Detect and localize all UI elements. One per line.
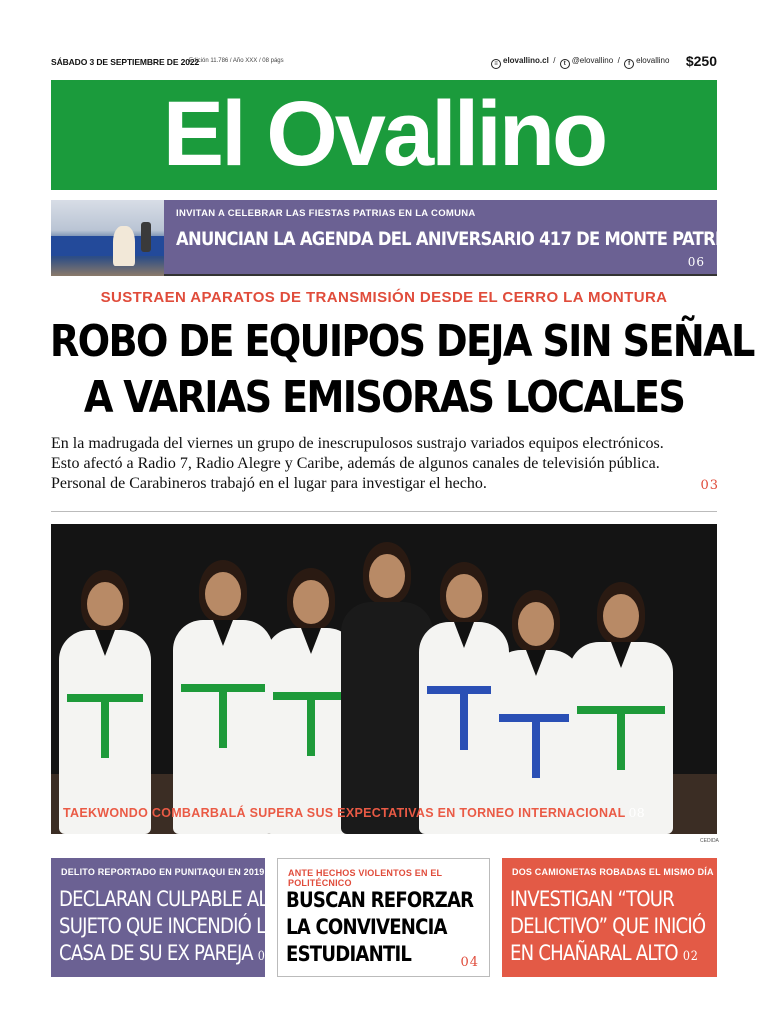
thumb-dancer bbox=[113, 226, 135, 266]
bottom-story-1-headline bbox=[59, 886, 277, 970]
top-bar bbox=[51, 55, 717, 71]
bottom-story-2-line3: ESTUDIANTIL bbox=[286, 942, 412, 966]
athlete-figure bbox=[59, 574, 151, 834]
bottom-story-3-headline bbox=[510, 886, 705, 970]
bottom-story-2-kicker: ANTE HECHOS VIOLENTOS EN EL POLITÉCNICO bbox=[288, 868, 443, 888]
main-headline-line2: A VARIAS EMISORAS LOCALES bbox=[83, 372, 685, 423]
bottom-story-2-line1: BUSCAN REFORZAR bbox=[286, 888, 474, 912]
bottom-story-2-headline bbox=[286, 887, 473, 968]
main-headline-line1: ROBO DE EQUIPOS DEJA SIN SEÑAL bbox=[49, 316, 754, 367]
bottom-story-3[interactable] bbox=[502, 858, 717, 977]
main-headline[interactable] bbox=[49, 314, 754, 426]
athlete-figure bbox=[569, 586, 673, 834]
main-page-number: 03 bbox=[700, 478, 719, 493]
teaser-headline[interactable]: ANUNCIAN LA AGENDA DEL ANIVERSARIO 417 DE MONTE PATRIA bbox=[176, 228, 733, 250]
newspaper-logo: El Ovallino bbox=[162, 83, 606, 185]
teaser-article[interactable] bbox=[51, 200, 733, 276]
bottom-story-1-line1: DECLARAN CULPABLE AL bbox=[59, 887, 268, 911]
thumb-figure bbox=[141, 222, 151, 252]
photo-credit: CEDIDA bbox=[700, 838, 719, 844]
social-links: ≡ elovallino.cl / t @elovallino / f elovallino bbox=[489, 56, 669, 69]
bottom-story-2[interactable] bbox=[277, 858, 490, 977]
facebook-icon: f bbox=[624, 59, 634, 69]
lead-line3: Personal de Carabineros trabajó en el lugar para investigar el hecho. bbox=[51, 475, 487, 492]
teaser-kicker: INVITAN A CELEBRAR LAS FIESTAS PATRIAS EN LA COMUNA bbox=[176, 208, 476, 219]
price: $250 bbox=[685, 53, 717, 69]
athlete-figure bbox=[491, 594, 581, 834]
edition-info: Edición 11.786 / Año XXX / 08 págs bbox=[189, 58, 284, 64]
bottom-story-1-line2: SUJETO QUE INCENDIÓ LA bbox=[59, 914, 278, 938]
bottom-story-3-line2: DELICTIVO” QUE INICIÓ bbox=[510, 914, 706, 938]
bottom-story-1-page: 04 bbox=[257, 949, 274, 964]
divider bbox=[51, 511, 717, 512]
twitter-handle[interactable]: @elovallino bbox=[571, 56, 614, 65]
web-icon: ≡ bbox=[491, 59, 501, 69]
facebook-handle[interactable]: elovallino bbox=[636, 56, 670, 65]
lead-line2: Esto afectó a Radio 7, Radio Alegre y Caribe, además de algunos canales de televisión pública. bbox=[51, 455, 660, 472]
masthead bbox=[51, 80, 717, 190]
bottom-story-2-page: 04 bbox=[460, 955, 479, 970]
photo-caption[interactable] bbox=[63, 805, 645, 820]
bottom-story-3-page: 02 bbox=[682, 949, 699, 964]
bottom-story-1-kicker: DELITO REPORTADO EN PUNITAQUI EN 2019 bbox=[61, 867, 265, 877]
bottom-story-1[interactable] bbox=[51, 858, 278, 977]
twitter-icon: t bbox=[560, 59, 570, 69]
teaser-page-number: 06 bbox=[687, 255, 705, 269]
issue-date: SÁBADO 3 DE SEPTIEMBRE DE 2022 bbox=[51, 57, 200, 67]
photo-page-number: 08 bbox=[628, 805, 646, 820]
main-kicker: SUSTRAEN APARATOS DE TRANSMISIÓN DESDE EL CERRO LA MONTURA bbox=[100, 289, 668, 306]
bottom-story-3-kicker: DOS CAMIONETAS ROBADAS EL MISMO DÍA bbox=[512, 867, 714, 877]
bottom-story-2-line2: LA CONVIVENCIA bbox=[286, 915, 447, 939]
teaser-thumbnail bbox=[51, 200, 164, 276]
site-link[interactable]: elovallino.cl bbox=[503, 56, 549, 65]
main-lead bbox=[51, 434, 731, 494]
photo-caption-text: TAEKWONDO COMBARBALÁ SUPERA SUS EXPECTATIVAS EN TORNEO INTERNACIONAL bbox=[63, 806, 626, 820]
bottom-story-3-line3: EN CHAÑARAL ALTO bbox=[510, 941, 678, 965]
lead-line1: En la madrugada del viernes un grupo de inescrupulosos sustrajo variados equipos electrónicos. bbox=[51, 435, 664, 452]
bottom-story-1-line3: CASA DE SU EX PAREJA bbox=[59, 941, 253, 965]
athlete-figure bbox=[173, 564, 273, 834]
taekwondo-photo[interactable] bbox=[51, 524, 717, 834]
bottom-story-3-line1: INVESTIGAN “TOUR bbox=[510, 887, 675, 911]
